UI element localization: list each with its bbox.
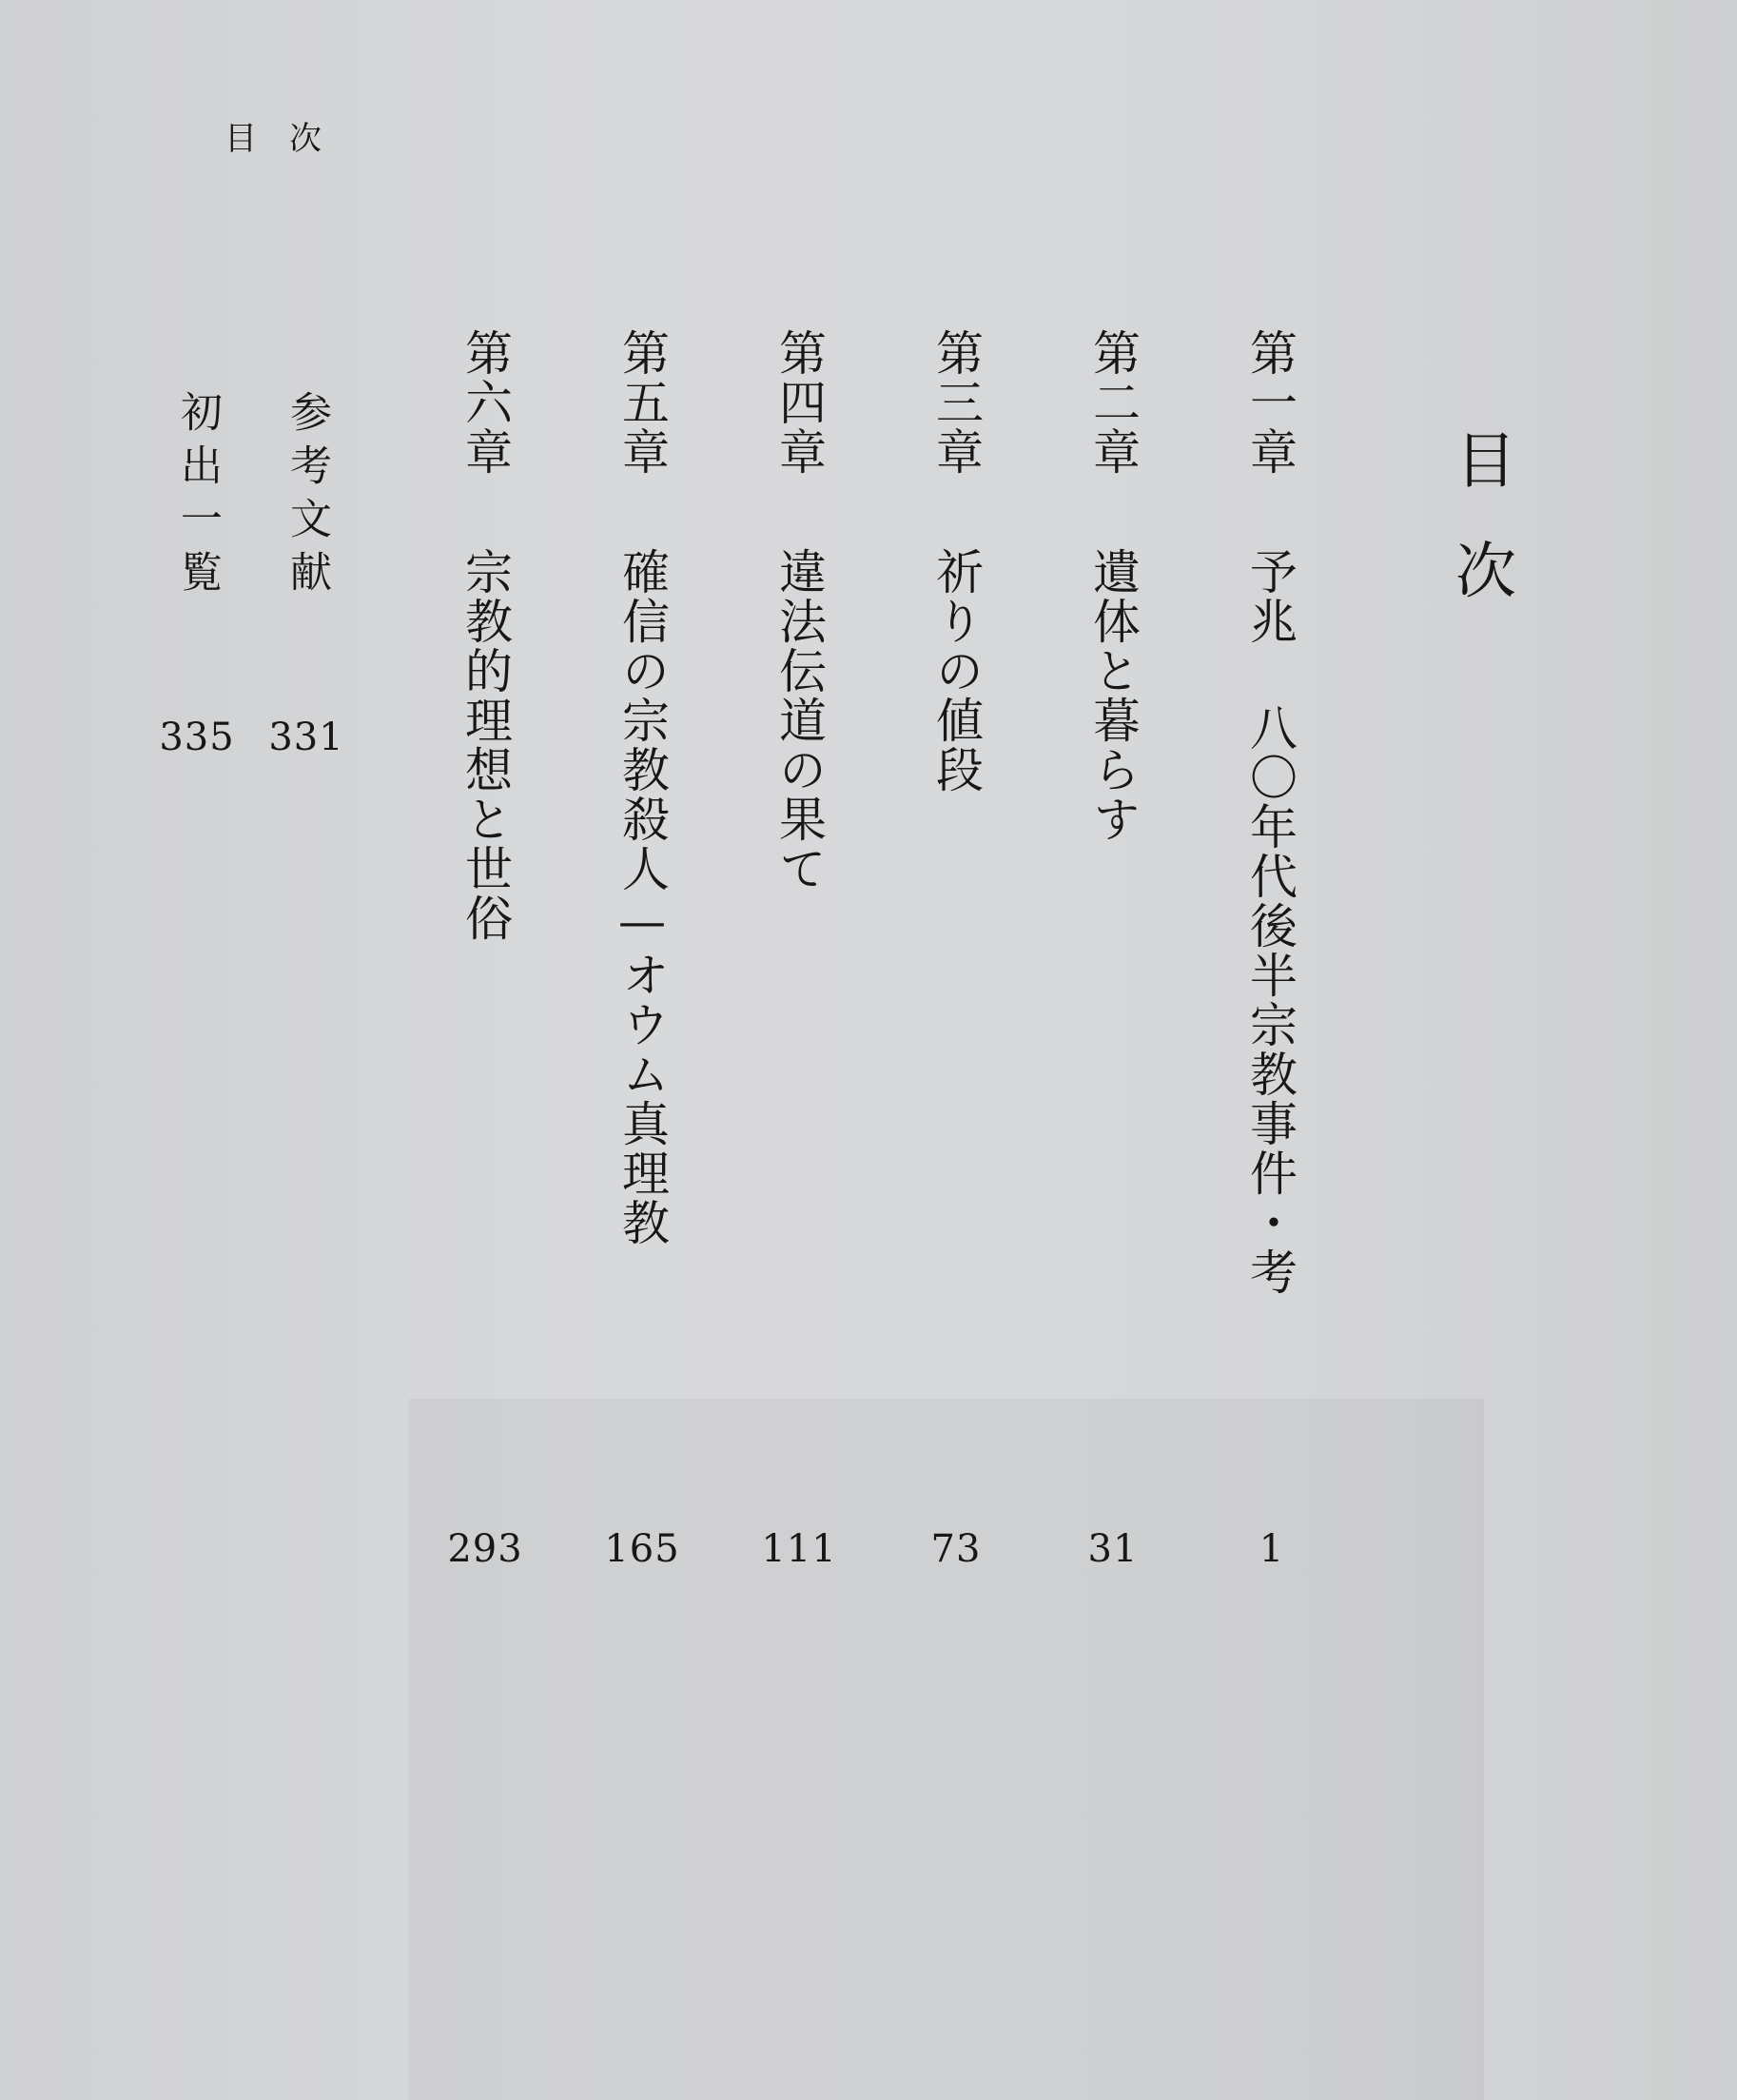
chapter-4-title: 違法伝道の果て [771,547,827,893]
chapter-6-page: 293 [447,1527,523,1571]
chapter-3-page: 73 [930,1527,982,1571]
chapter-1-label: 第一章 [1242,328,1298,477]
toc-title: 目次 [1445,428,1515,649]
chapter-3-label: 第三章 [928,328,984,477]
chapter-2-page: 31 [1087,1527,1139,1571]
chapter-1-title: 予兆 八〇年代後半宗教事件・考 [1242,547,1298,1297]
chapter-4-page: 111 [761,1527,837,1571]
chapter-5-label: 第五章 [615,328,670,477]
chapter-3-title: 祈りの値段 [928,547,984,795]
chapter-4-label: 第四章 [771,328,827,477]
chapter-2-label: 第二章 [1085,328,1141,477]
chapter-5-title: 確信の宗教殺人—オウム真理教 [615,547,670,1247]
chapter-1-page: 1 [1259,1527,1285,1571]
chapter-2-title: 遺体と暮らす [1085,547,1141,844]
references-page: 331 [268,716,344,759]
references-label: 参考文献 [283,390,331,603]
chapter-6-label: 第六章 [458,328,513,477]
page-shading [409,1399,1484,2100]
chapter-6-title: 宗教的理想と世俗 [458,547,513,943]
chapter-5-page: 165 [604,1527,680,1571]
first-appearance-label: 初出一覧 [173,390,222,603]
first-appearance-page: 335 [159,716,235,759]
running-head: 目次 [224,120,354,158]
